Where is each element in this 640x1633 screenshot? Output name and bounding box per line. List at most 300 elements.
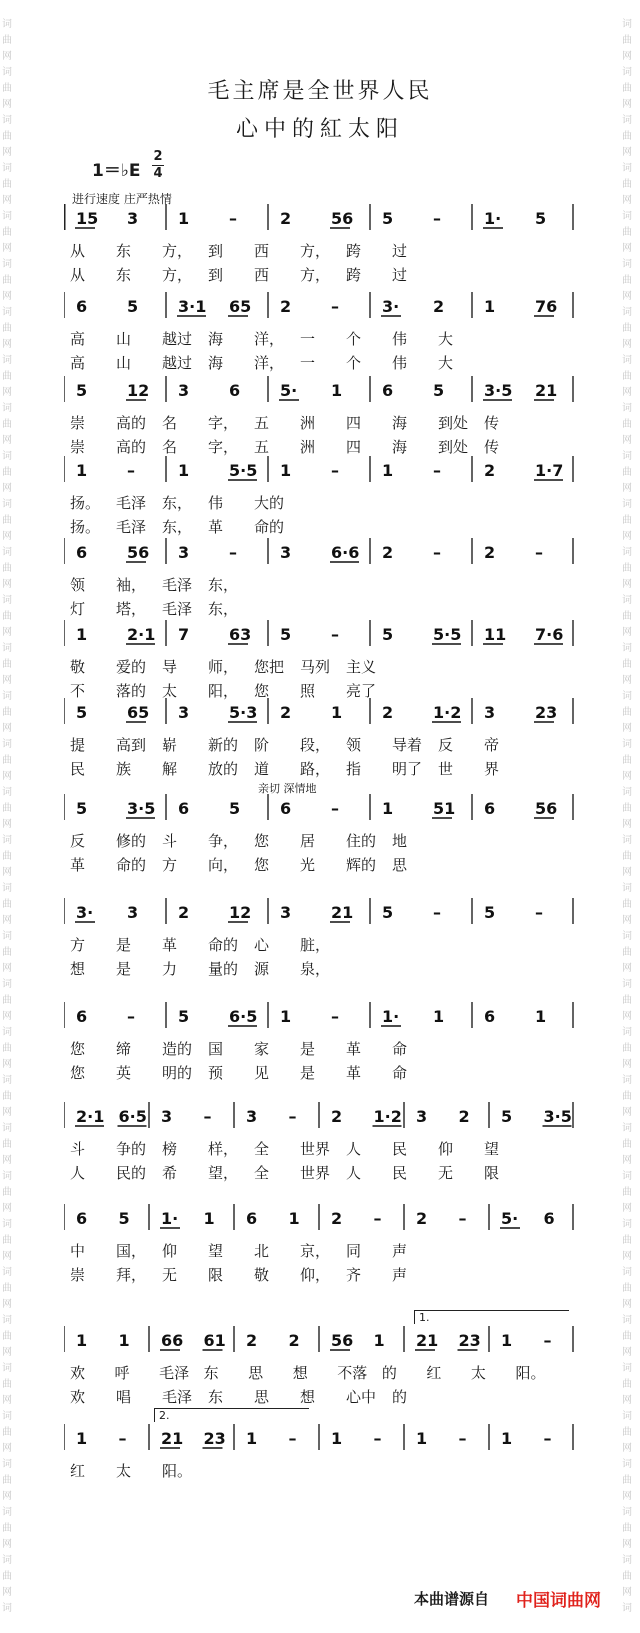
lyric-word: 敬 <box>254 1266 270 1284</box>
watermark-glyph: 网 <box>2 1395 12 1406</box>
note-group: 6 <box>229 381 241 400</box>
note-group: – <box>288 1107 297 1126</box>
watermark-glyph: 网 <box>622 483 632 494</box>
lyric-word: 斗 <box>70 1140 86 1158</box>
lyric-word: 世界 <box>300 1140 331 1158</box>
footer-brand: 中国词曲网 <box>516 1591 601 1611</box>
watermark-glyph: 词 <box>2 883 12 894</box>
lyric-word: 指 <box>346 760 362 778</box>
note-group: 1 <box>484 297 496 316</box>
note-group: 5· <box>280 381 298 400</box>
notation-line <box>64 1322 574 1352</box>
watermark-glyph: 曲 <box>2 467 12 478</box>
note-group: 1 <box>76 461 88 480</box>
lyric-word: 四 <box>346 438 362 456</box>
lyric-word: 到处 <box>438 414 469 432</box>
note-group: 2·1 <box>76 1107 105 1126</box>
watermark-glyph: 词 <box>2 1267 12 1278</box>
notation-line <box>64 1420 574 1450</box>
note-group: 1 <box>178 461 190 480</box>
note-group: 7 <box>178 625 190 644</box>
watermark-glyph: 词 <box>2 979 12 990</box>
note-group: – <box>203 1107 212 1126</box>
watermark-glyph: 词 <box>622 211 632 222</box>
watermark-glyph: 词 <box>2 835 12 846</box>
watermark-glyph: 词 <box>2 451 12 462</box>
watermark-glyph: 网 <box>2 1059 12 1070</box>
watermark-glyph: 曲 <box>2 1091 12 1102</box>
note-group: 2 <box>382 543 394 562</box>
watermark-glyph: 曲 <box>2 611 12 622</box>
watermark-glyph: 词 <box>622 883 632 894</box>
watermark-glyph: 曲 <box>2 1235 12 1246</box>
note-group: 3 <box>161 1107 173 1126</box>
lyric-word: 全 <box>254 1140 270 1158</box>
lyric-word: 反 <box>70 832 86 850</box>
watermark-glyph: 网 <box>622 435 632 446</box>
lyric-word: 限 <box>484 1164 500 1182</box>
watermark-left <box>0 0 20 1633</box>
note-group: 5 <box>535 209 547 228</box>
watermark-glyph: 词 <box>622 1459 632 1470</box>
title-line2: 心中的紅太阳 <box>235 117 404 142</box>
lyric-word: 海 <box>208 354 224 372</box>
lyric-word: 过 <box>392 266 408 284</box>
note-group: 2 <box>288 1331 300 1350</box>
note-group: 65 <box>229 297 252 316</box>
note-group: 21 <box>416 1331 439 1350</box>
lyric-line-1 <box>64 1362 574 1382</box>
lyric-word: 毛泽 <box>162 576 193 594</box>
watermark-glyph: 网 <box>2 387 12 398</box>
lyric-word: 反 <box>438 736 454 754</box>
lyric-word: 脏， <box>300 936 331 954</box>
note-group: 5 <box>76 703 88 722</box>
watermark-glyph: 网 <box>622 1107 632 1118</box>
note-group: 6·5 <box>118 1107 147 1126</box>
note-group: 6 <box>76 297 88 316</box>
lyric-word: 革 <box>162 936 178 954</box>
note-group: 6 <box>484 1007 496 1026</box>
lyric-word: 阶 <box>254 736 270 754</box>
watermark-glyph: 曲 <box>622 707 632 718</box>
lyric-word: 洲 <box>300 438 316 456</box>
lyric-line-1 <box>64 734 574 754</box>
watermark-glyph: 曲 <box>622 803 632 814</box>
watermark-glyph: 网 <box>622 291 632 302</box>
watermark-glyph: 曲 <box>622 611 632 622</box>
watermark-glyph: 曲 <box>622 851 632 862</box>
lyric-word: 泉， <box>300 960 331 978</box>
watermark-glyph: 曲 <box>2 275 12 286</box>
watermark-glyph: 网 <box>2 483 12 494</box>
lyric-word: 望， <box>208 1164 239 1182</box>
note-group: 65 <box>127 703 150 722</box>
watermark-glyph: 词 <box>2 115 12 126</box>
lyric-word: 高的 <box>116 438 147 456</box>
note-group: – <box>229 209 237 228</box>
lyric-word: 字， <box>208 438 239 456</box>
lyric-word: 民 <box>392 1164 408 1182</box>
watermark-glyph: 网 <box>622 579 632 590</box>
watermark-glyph: 词 <box>2 1555 12 1566</box>
watermark-glyph: 网 <box>622 387 632 398</box>
watermark-glyph: 曲 <box>2 1043 12 1054</box>
lyric-word: 毛泽 <box>116 518 147 536</box>
note-group: 1 <box>118 1331 130 1350</box>
watermark-glyph: 网 <box>622 675 632 686</box>
watermark-glyph: 曲 <box>2 563 12 574</box>
note-group: – <box>331 799 339 818</box>
note-group: 2 <box>178 903 190 922</box>
note-group: – <box>433 543 441 562</box>
note-group: 3 <box>127 903 139 922</box>
watermark-glyph: 网 <box>2 1251 12 1262</box>
lyric-word: 革 <box>208 518 224 536</box>
watermark-glyph: 网 <box>622 1299 632 1310</box>
notation-line <box>64 288 574 318</box>
watermark-glyph: 词 <box>2 931 12 942</box>
lyric-word: 榜 <box>162 1140 178 1158</box>
watermark-glyph: 网 <box>2 723 12 734</box>
lyric-word: 东 <box>203 1364 219 1382</box>
lyric-word: 您 <box>254 832 270 850</box>
lyric-word: 东， <box>162 494 193 512</box>
watermark-glyph: 曲 <box>622 1139 632 1150</box>
note-group: – <box>118 1429 127 1448</box>
watermark-glyph: 曲 <box>2 83 12 94</box>
note-group: 5 <box>118 1209 130 1228</box>
lyric-word: 解 <box>162 760 178 778</box>
watermark-glyph: 词 <box>2 1363 12 1374</box>
note-group: 7·6 <box>535 625 564 644</box>
lyric-word: 五 <box>254 414 270 432</box>
lyric-word: 毛泽 <box>162 600 193 618</box>
note-group: 51 <box>433 799 456 818</box>
lyric-line-1 <box>64 1460 574 1480</box>
note-group: 5 <box>229 799 241 818</box>
note-group: 3 <box>280 543 292 562</box>
key-signature: 1＝♭E <box>92 161 141 181</box>
note-group: 63 <box>229 625 252 644</box>
lyric-word: 毛泽 <box>162 1388 193 1406</box>
note-group: 3· <box>76 903 94 922</box>
lyric-line-1 <box>64 574 574 594</box>
lyric-word: 限 <box>208 1266 224 1284</box>
note-group: – <box>458 1429 467 1448</box>
lyric-word: 红 <box>70 1462 86 1480</box>
watermark-glyph: 网 <box>622 1443 632 1454</box>
watermark-glyph: 网 <box>622 531 632 542</box>
watermark-glyph: 网 <box>622 771 632 782</box>
note-group: 56 <box>331 209 354 228</box>
watermark-glyph: 网 <box>2 291 12 302</box>
meter-denominator: 4 <box>153 166 163 181</box>
watermark-glyph: 曲 <box>622 1187 632 1198</box>
watermark-glyph: 曲 <box>622 275 632 286</box>
lyric-word: 太 <box>162 682 178 700</box>
watermark-glyph: 曲 <box>622 179 632 190</box>
watermark-glyph: 词 <box>2 67 12 78</box>
note-group: 2·1 <box>127 625 156 644</box>
watermark-glyph: 网 <box>2 915 12 926</box>
lyric-line-2 <box>64 758 574 778</box>
note-group: – <box>433 461 441 480</box>
lyric-line-2 <box>64 1062 574 1082</box>
lyric-word: 太 <box>116 1462 132 1480</box>
lyric-word: 大 <box>438 354 454 372</box>
watermark-glyph: 曲 <box>622 899 632 910</box>
note-group: – <box>288 1429 297 1448</box>
lyric-word: 斗 <box>162 832 178 850</box>
lyric-word: 崇 <box>70 438 86 456</box>
lyric-word: 唱 <box>116 1388 132 1406</box>
lyric-word: 高到 <box>116 736 147 754</box>
lyric-word: 方， <box>300 242 331 260</box>
lyric-word: 东， <box>208 600 239 618</box>
watermark-glyph: 词 <box>622 1219 632 1230</box>
watermark-glyph: 曲 <box>622 323 632 334</box>
lyric-line-1 <box>64 830 574 850</box>
lyric-word: 量的 <box>208 960 239 978</box>
lyric-word: 民 <box>392 1140 408 1158</box>
lyric-word: 想 <box>292 1364 308 1382</box>
watermark-glyph: 网 <box>2 195 12 206</box>
note-group: 1· <box>382 1007 400 1026</box>
lyric-word: 帝 <box>484 736 500 754</box>
lyric-word: 修的 <box>116 832 147 850</box>
watermark-glyph: 词 <box>2 259 12 270</box>
note-group: – <box>433 903 441 922</box>
note-group: 2 <box>331 1209 343 1228</box>
lyric-line-1 <box>64 492 574 512</box>
watermark-glyph: 曲 <box>622 1091 632 1102</box>
lyric-word: 明的 <box>162 1064 193 1082</box>
note-group: 12 <box>229 903 252 922</box>
note-group: 6 <box>246 1209 258 1228</box>
lyric-word: 辉的 <box>346 856 377 874</box>
watermark-glyph: 网 <box>2 1491 12 1502</box>
notation-line <box>64 372 574 402</box>
lyric-word: 海 <box>392 438 408 456</box>
note-group: 5 <box>76 381 88 400</box>
lyric-word: 造的 <box>162 1040 193 1058</box>
lyric-word: 传 <box>484 414 500 432</box>
lyric-word: 居 <box>300 832 316 850</box>
lyric-word: 新的 <box>208 736 239 754</box>
watermark-glyph: 曲 <box>622 755 632 766</box>
notation-line <box>64 694 574 724</box>
lyric-word: 国 <box>208 1040 224 1058</box>
lyric-word: 大的 <box>254 494 285 512</box>
lyric-word: 革 <box>346 1040 362 1058</box>
lyric-word: 东 <box>208 1388 224 1406</box>
note-group: 15 <box>76 209 99 228</box>
note-group: 3 <box>416 1107 428 1126</box>
meter-numerator: 2 <box>153 149 163 164</box>
lyric-word: 北 <box>254 1242 270 1260</box>
watermark-glyph: 词 <box>622 259 632 270</box>
lyric-word: 提 <box>70 736 86 754</box>
notation-line <box>64 1200 574 1230</box>
watermark-glyph: 网 <box>2 675 12 686</box>
lyric-word: 塔， <box>116 600 147 618</box>
note-group: 1 <box>203 1209 215 1228</box>
lyric-word: 心 <box>254 936 270 954</box>
watermark-glyph: 曲 <box>2 1379 12 1390</box>
lyric-word: 革 <box>70 856 86 874</box>
lyric-word: 亮了 <box>346 682 377 700</box>
watermark-glyph: 网 <box>2 1155 12 1166</box>
watermark-glyph: 网 <box>622 1203 632 1214</box>
watermark-glyph: 曲 <box>622 659 632 670</box>
watermark-glyph: 网 <box>2 1107 12 1118</box>
note-group: 3· <box>382 297 400 316</box>
note-group: 1 <box>76 625 88 644</box>
lyric-word: 争的 <box>116 1140 147 1158</box>
watermark-glyph: 网 <box>622 867 632 878</box>
watermark-glyph: 网 <box>622 339 632 350</box>
watermark-glyph: 词 <box>2 211 12 222</box>
note-group: 6 <box>543 1209 555 1228</box>
watermark-glyph: 网 <box>2 531 12 542</box>
watermark-glyph: 词 <box>622 403 632 414</box>
lyric-word: 命 <box>392 1064 408 1082</box>
lyric-line-1 <box>64 934 574 954</box>
lyric-word: 阳。 <box>515 1364 546 1382</box>
watermark-glyph: 曲 <box>2 179 12 190</box>
watermark-glyph: 词 <box>2 499 12 510</box>
watermark-glyph: 曲 <box>2 515 12 526</box>
watermark-glyph: 网 <box>2 243 12 254</box>
watermark-glyph: 词 <box>2 19 12 30</box>
lyric-word: 红 <box>426 1364 442 1382</box>
note-group: 2 <box>331 1107 343 1126</box>
note-group: 21 <box>331 903 354 922</box>
watermark-glyph: 网 <box>622 1395 632 1406</box>
lyric-word: 毛泽 <box>159 1364 190 1382</box>
lyric-word: 向， <box>208 856 239 874</box>
watermark-glyph: 网 <box>2 1587 12 1598</box>
watermark-glyph: 网 <box>622 1059 632 1070</box>
watermark-glyph: 网 <box>622 819 632 830</box>
watermark-glyph: 曲 <box>622 1379 632 1390</box>
lyric-word: 人 <box>346 1140 362 1158</box>
note-group: – <box>229 543 237 562</box>
note-group: 23 <box>203 1429 226 1448</box>
watermark-glyph: 网 <box>2 435 12 446</box>
watermark-glyph: 曲 <box>2 947 12 958</box>
watermark-glyph: 词 <box>2 163 12 174</box>
lyric-word: 族 <box>116 760 132 778</box>
note-group: 23 <box>458 1331 481 1350</box>
lyric-word: 到 <box>208 242 224 260</box>
watermark-glyph: 词 <box>622 451 632 462</box>
lyric-word: 东， <box>162 518 193 536</box>
lyric-word: 洲 <box>300 414 316 432</box>
lyric-word: 民 <box>70 760 86 778</box>
watermark-glyph: 网 <box>622 99 632 110</box>
watermark-glyph: 网 <box>622 1155 632 1166</box>
lyric-word: 传 <box>484 438 500 456</box>
watermark-glyph: 曲 <box>2 1139 12 1150</box>
note-group: 5 <box>433 381 445 400</box>
watermark-glyph: 网 <box>622 1011 632 1022</box>
watermark-glyph: 曲 <box>622 467 632 478</box>
lyric-word: 伟 <box>392 354 408 372</box>
note-group: – <box>331 625 339 644</box>
lyric-line-2 <box>64 958 574 978</box>
watermark-glyph: 网 <box>2 819 12 830</box>
watermark-glyph: 网 <box>2 627 12 638</box>
lyric-word: 个 <box>346 330 362 348</box>
watermark-glyph: 网 <box>622 627 632 638</box>
watermark-glyph: 曲 <box>622 1427 632 1438</box>
watermark-glyph: 曲 <box>2 707 12 718</box>
lyric-word: 方， <box>162 242 193 260</box>
note-group: 56 <box>535 799 558 818</box>
lyric-line-1 <box>64 412 574 432</box>
note-group: 1 <box>288 1209 300 1228</box>
lyric-word: 导着 <box>392 736 423 754</box>
lyric-word: 英 <box>116 1064 132 1082</box>
note-group: 6 <box>382 381 394 400</box>
lyric-word: 想 <box>70 960 86 978</box>
watermark-glyph: 词 <box>2 1459 12 1470</box>
note-group: 3 <box>178 543 190 562</box>
lyric-word: 越过 <box>162 330 193 348</box>
note-group: – <box>373 1429 382 1448</box>
lyric-word: 是 <box>116 960 132 978</box>
lyric-line-2 <box>64 854 574 874</box>
note-group: 1 <box>331 703 343 722</box>
lyric-word: 呼 <box>114 1364 130 1382</box>
lyric-word: 欢 <box>70 1364 86 1382</box>
note-group: 3 <box>178 381 190 400</box>
note-group: – <box>127 461 135 480</box>
watermark-glyph: 词 <box>622 1171 632 1182</box>
watermark-glyph: 词 <box>2 1411 12 1422</box>
lyric-word: 是 <box>116 936 132 954</box>
lyric-word: 力 <box>162 960 178 978</box>
note-group: 1 <box>373 1331 385 1350</box>
watermark-glyph: 曲 <box>622 371 632 382</box>
lyric-word: 洋， <box>254 354 285 372</box>
lyric-word: 您把 <box>254 658 285 676</box>
watermark-glyph: 词 <box>622 307 632 318</box>
note-group: 5· <box>501 1209 519 1228</box>
lyric-word: 您 <box>254 856 270 874</box>
note-group: 2 <box>416 1209 428 1228</box>
watermark-glyph: 词 <box>2 1219 12 1230</box>
note-group: 2 <box>484 543 496 562</box>
lyric-word: 无 <box>162 1266 178 1284</box>
lyric-word: 是 <box>300 1064 316 1082</box>
note-group: – <box>535 543 543 562</box>
lyric-word: 敬 <box>70 658 86 676</box>
note-group: 1 <box>416 1429 428 1448</box>
note-group: 2 <box>382 703 394 722</box>
lyric-word: 预 <box>208 1064 224 1082</box>
watermark-glyph: 网 <box>2 1203 12 1214</box>
note-group: – <box>458 1209 467 1228</box>
note-group: 5·3 <box>229 703 258 722</box>
note-group: – <box>543 1429 552 1448</box>
note-group: 5 <box>127 297 139 316</box>
lyric-word: 高 <box>70 354 86 372</box>
lyric-word: 崇 <box>70 414 86 432</box>
watermark-glyph: 曲 <box>2 371 12 382</box>
